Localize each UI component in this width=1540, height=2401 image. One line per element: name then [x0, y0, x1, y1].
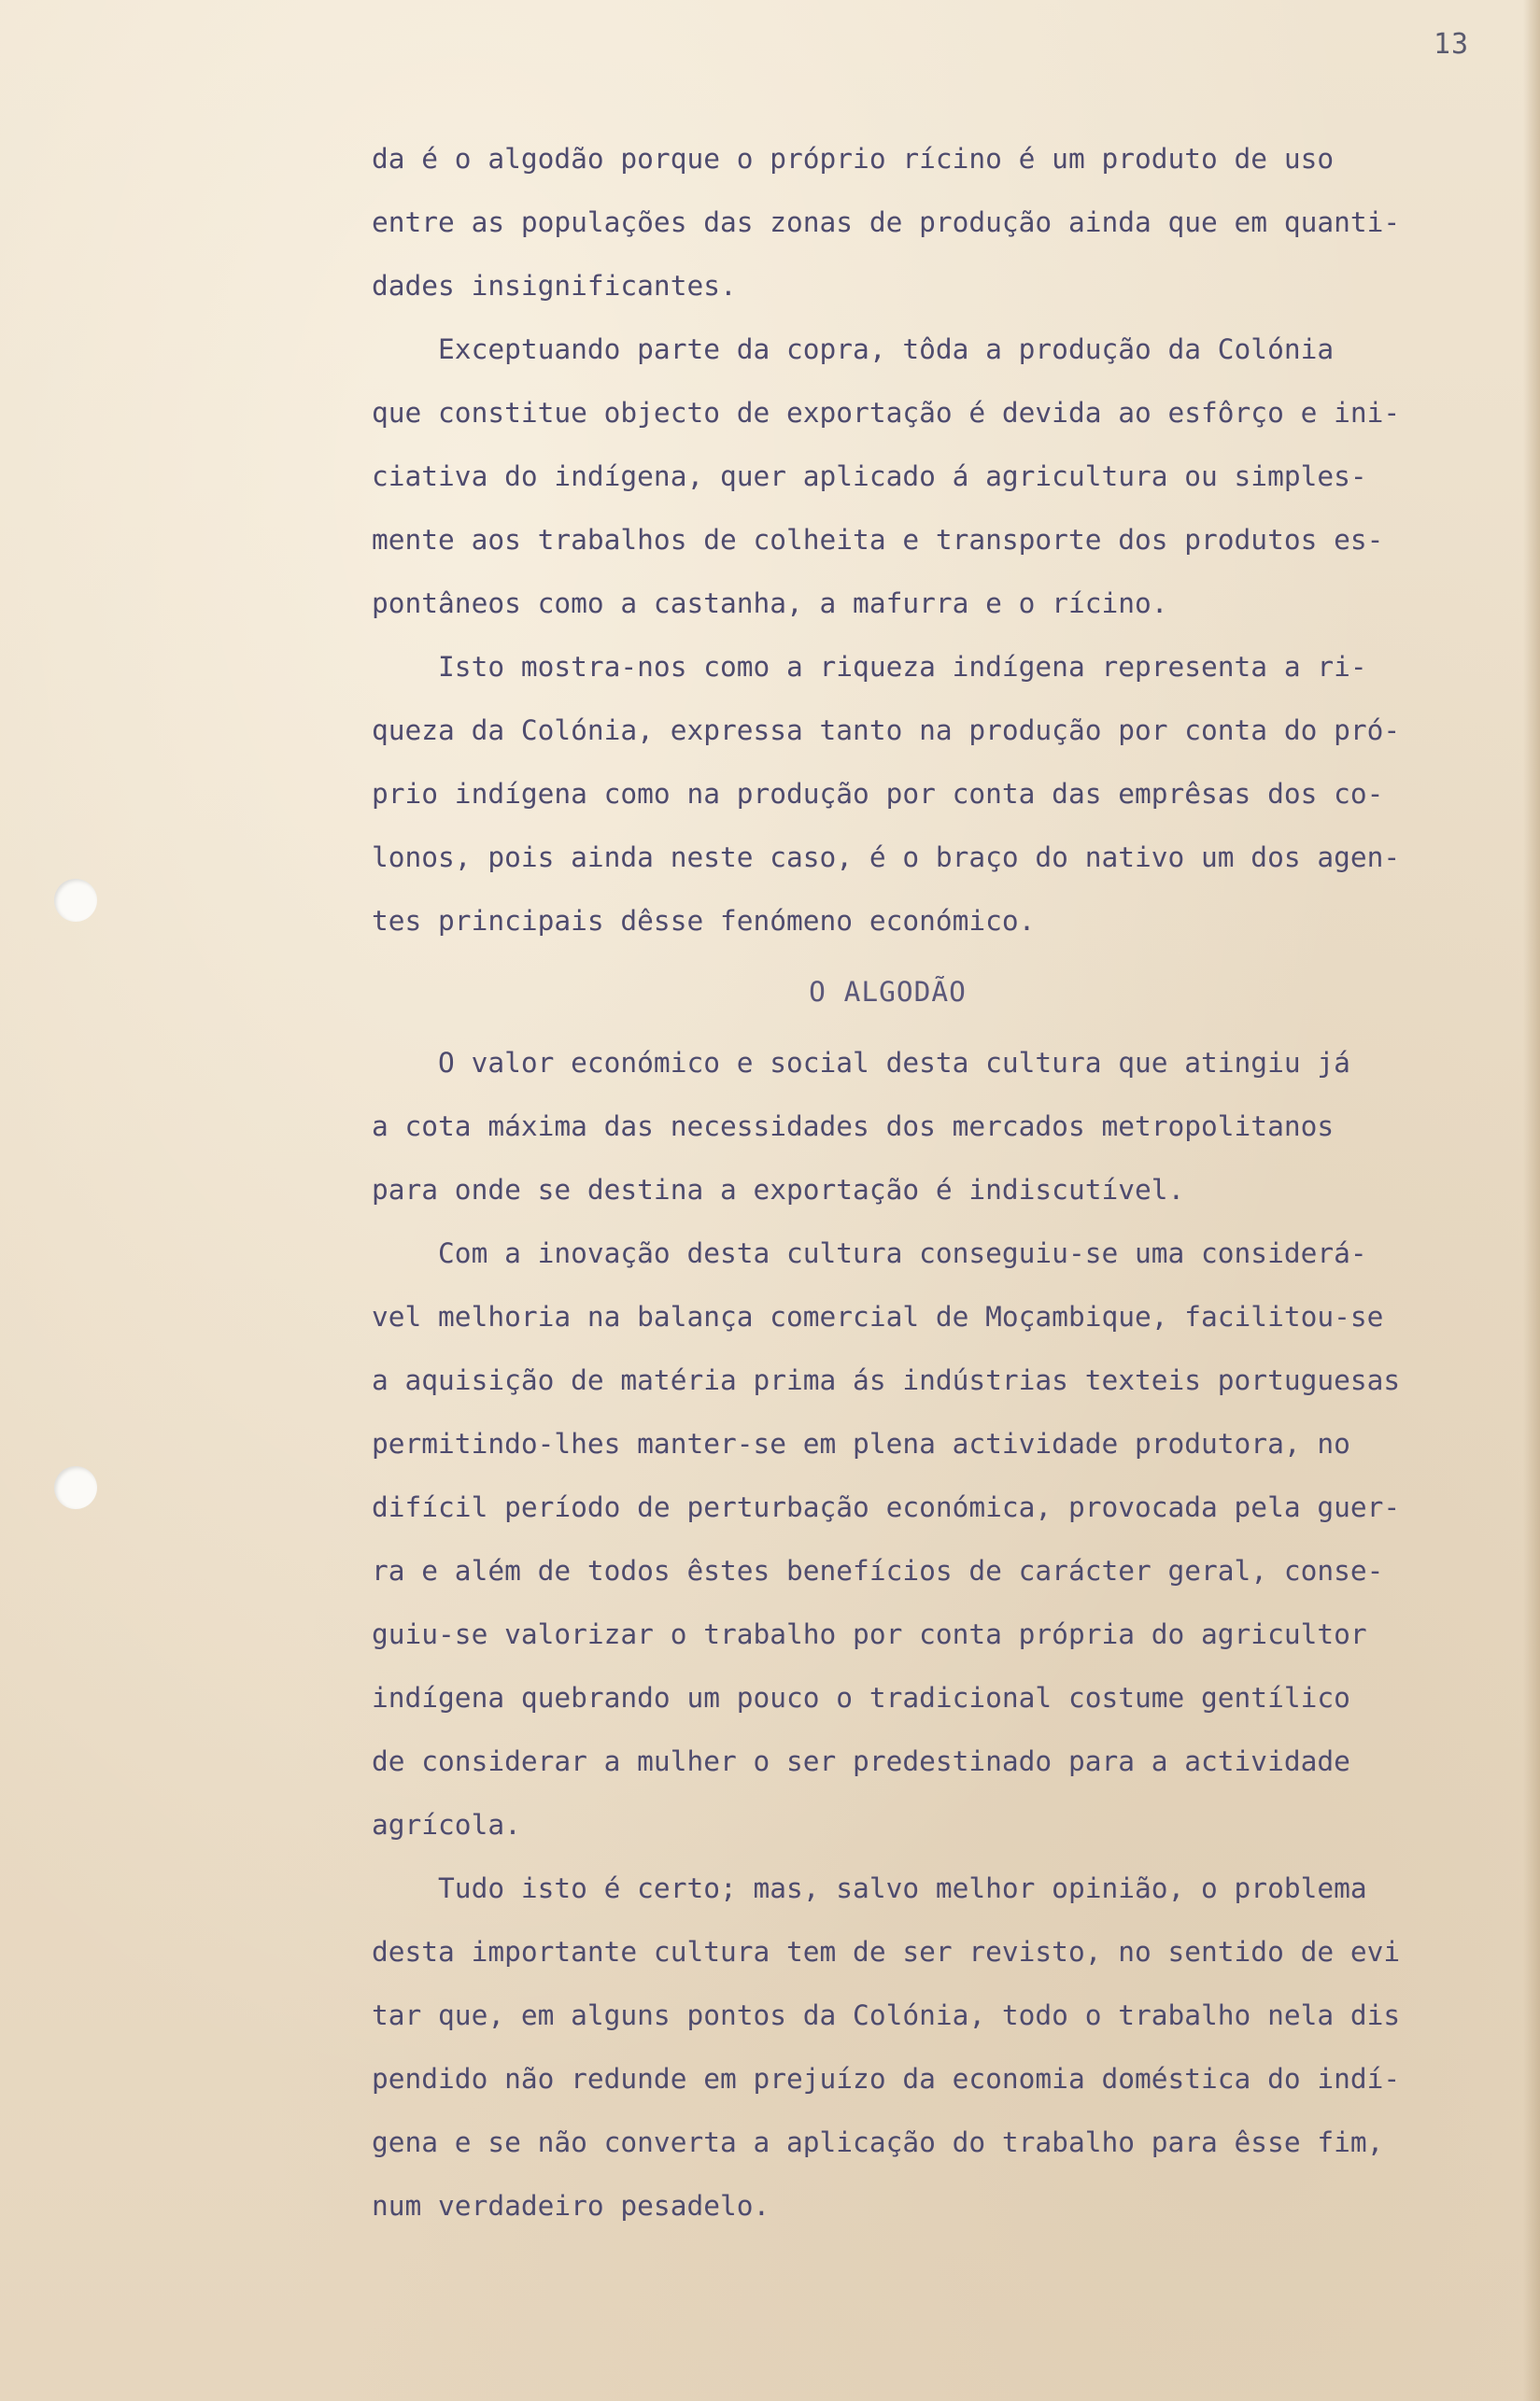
- section-heading: O ALGODÃO: [809, 976, 967, 1008]
- section-intro: [372, 127, 1506, 953]
- text-line: prio indígena como na produção por conta das emprêsas dos co-: [372, 778, 1384, 810]
- text-line: num verdadeiro pesadelo.: [372, 2190, 770, 2222]
- text-line: Exceptuando parte da copra, tôda a produção da Colónia: [372, 333, 1335, 365]
- text-line: ciativa do indígena, quer aplicado á agricultura ou simples-: [372, 460, 1367, 492]
- text-line: guiu-se valorizar o trabalho por conta própria do agricultor: [372, 1618, 1367, 1650]
- text-line: de considerar a mulher o ser predestinado para a actividade: [372, 1745, 1350, 1777]
- text-line: Isto mostra-nos como a riqueza indígena representa a ri-: [372, 651, 1367, 683]
- text-line: tar que, em alguns pontos da Colónia, todo o trabalho nela dis: [372, 1999, 1401, 2031]
- text-line: agrícola.: [372, 1809, 521, 1841]
- text-line: vel melhoria na balança comercial de Moçambique, facilitou-se: [372, 1301, 1384, 1333]
- page-number: 13: [1434, 28, 1470, 61]
- paper-edge-shadow: [1523, 0, 1540, 2401]
- text-line: Com a inovação desta cultura conseguiu-se uma considerá-: [372, 1237, 1367, 1269]
- punch-hole-top: [54, 879, 97, 922]
- text-line: pontâneos como a castanha, a mafurra e o rícino.: [372, 587, 1168, 619]
- text-line: desta importante cultura tem de ser revisto, no sentido de evi: [372, 1936, 1401, 1968]
- text-line: que constitue objecto de exportação é devida ao esfôrço e ini-: [372, 397, 1401, 429]
- text-line: lonos, pois ainda neste caso, é o braço do nativo um dos agen-: [372, 841, 1401, 873]
- typewritten-text: [372, 127, 1506, 2238]
- text-line: entre as populações das zonas de produção ainda que em quanti-: [372, 206, 1401, 238]
- punch-hole-bottom: [54, 1466, 97, 1509]
- text-line: difícil período de perturbação económica, provocada pela guer-: [372, 1491, 1401, 1523]
- text-line: permitindo-lhes manter-se em plena actividade produtora, no: [372, 1428, 1350, 1460]
- text-line: indígena quebrando um pouco o tradicional costume gentílico: [372, 1682, 1350, 1714]
- text-line: a aquisição de matéria prima ás indústrias texteis portuguesas: [372, 1364, 1401, 1396]
- text-line: a cota máxima das necessidades dos mercados metropolitanos: [372, 1110, 1335, 1142]
- text-line: pendido não redunde em prejuízo da economia doméstica do indí-: [372, 2063, 1401, 2095]
- section-algodao: [372, 1031, 1506, 2238]
- text-line: Tudo isto é certo; mas, salvo melhor opinião, o problema: [372, 1872, 1367, 1904]
- text-line: dades insignificantes.: [372, 270, 737, 302]
- text-line: O valor económico e social desta cultura que atingiu já: [372, 1047, 1350, 1079]
- text-line: gena e se não converta a aplicação do trabalho para êsse fim,: [372, 2126, 1384, 2158]
- text-line: da é o algodão porque o próprio rícino é um produto de uso: [372, 143, 1335, 175]
- text-line: queza da Colónia, expressa tanto na produção por conta do pró-: [372, 714, 1401, 746]
- text-line: mente aos trabalhos de colheita e transporte dos produtos es-: [372, 524, 1384, 556]
- text-line: ra e além de todos êstes benefícios de carácter geral, conse-: [372, 1555, 1384, 1587]
- text-line: tes principais dêsse fenómeno económico.: [372, 905, 1036, 937]
- text-line: para onde se destina a exportação é indiscutível.: [372, 1174, 1185, 1206]
